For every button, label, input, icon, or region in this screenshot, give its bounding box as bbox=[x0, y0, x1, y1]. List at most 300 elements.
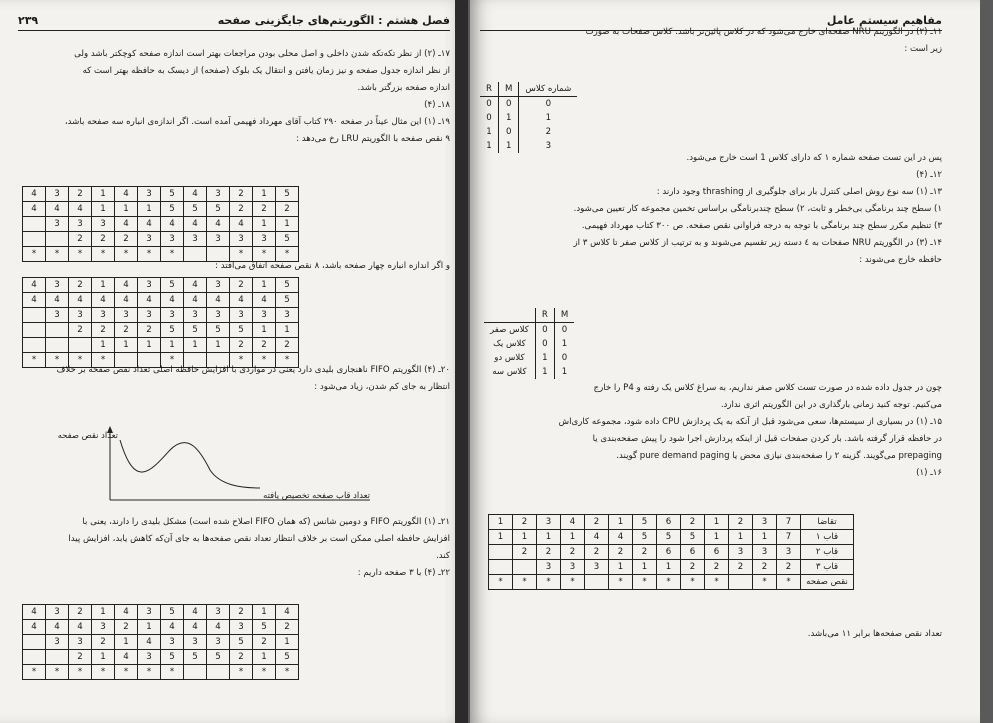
optimal-table-row bbox=[489, 560, 854, 575]
optimal-table-cell bbox=[513, 560, 537, 575]
optimal-table-cell: * bbox=[513, 575, 537, 590]
optimal-row-label: تقاضا bbox=[801, 515, 854, 530]
lru3-cell: 5 bbox=[161, 187, 184, 202]
lru4-row bbox=[23, 338, 299, 353]
lru3-cell: 1 bbox=[276, 217, 299, 232]
fifo3-cell: 3 bbox=[138, 650, 161, 665]
optimal-table-cell: 2 bbox=[729, 515, 753, 530]
lru4-cell: 4 bbox=[115, 278, 138, 293]
fifo3-cell bbox=[23, 650, 46, 665]
answer-13-line1: ۱۳ـ (۱) سه نوع روش اصلی کنترل بار برای جلوگیری از thrashing وجود دارند : bbox=[656, 187, 942, 197]
lru4-cell: 3 bbox=[46, 308, 69, 323]
optimal-table-cell: 1 bbox=[537, 530, 561, 545]
lru3-cell: 3 bbox=[207, 187, 230, 202]
answer-13-line2: ۱) سطح چند برنامگی بی‌خطر و ثابت، ۲) سطح چندبرنامگی براساس تخمین مجموعه کار تعیین می‌شود. bbox=[573, 204, 942, 214]
lru3-cell: 3 bbox=[161, 232, 184, 247]
fifo3-cell: 5 bbox=[161, 650, 184, 665]
lru4-cell: 2 bbox=[230, 278, 253, 293]
fifo3-cell: * bbox=[69, 665, 92, 680]
class-table-header: R bbox=[480, 82, 498, 97]
answer-11-line2: زیر است : bbox=[904, 44, 942, 54]
answer-22: ۲۲ـ (۴) با ۳ صفحه داریم : bbox=[357, 568, 450, 578]
lru3-row bbox=[23, 232, 299, 247]
optimal-table-cell: * bbox=[681, 575, 705, 590]
lru4-cell: * bbox=[276, 353, 299, 368]
fifo3-cell: 1 bbox=[253, 605, 276, 620]
lru4-cell: 4 bbox=[46, 293, 69, 308]
fifo3-cell: 3 bbox=[138, 605, 161, 620]
fifo3-cell bbox=[207, 665, 230, 680]
optimal-table-cell: 1 bbox=[657, 560, 681, 575]
nru-table-cell: 1 bbox=[535, 365, 554, 379]
nru-table-cell: کلاس سه bbox=[492, 367, 527, 377]
fifo3-cell: 2 bbox=[253, 635, 276, 650]
optimal-table-cell: 1 bbox=[513, 530, 537, 545]
right-page bbox=[470, 0, 980, 723]
nru-table-cell: 1 bbox=[554, 337, 574, 351]
optimal-table-cell: 2 bbox=[537, 545, 561, 560]
lru-table-3-frames bbox=[22, 186, 299, 262]
lru4-cell: 3 bbox=[138, 308, 161, 323]
lru4-cell: 2 bbox=[115, 323, 138, 338]
fifo3-cell: 4 bbox=[184, 620, 207, 635]
answer-19-line1: ۱۹ـ (۱) این مثال عیناً در صفحه ۲۹۰ کتاب آقای مهرداد فهیمی آمده است. اگر اندازه‌ی انباره سه صفحه باشد، bbox=[64, 117, 450, 127]
lru3-cell: 1 bbox=[138, 202, 161, 217]
answer-21-line3: کند. bbox=[436, 551, 450, 561]
answer-11-line1: ۱۱ـ (۲) در الگوریتم NRU صفحه‌ای خارج می‌شود که در کلاس پائین‌تر باشد. کلاس صفحات به صورت bbox=[585, 27, 942, 37]
answer-19-line3: و اگر اندازه انباره چهار صفحه باشد، ۸ نقص صفحه اتفاق می‌افتد : bbox=[215, 261, 450, 271]
optimal-table-cell bbox=[729, 575, 753, 590]
lru3-cell: 4 bbox=[138, 217, 161, 232]
lru4-cell: 1 bbox=[92, 338, 115, 353]
optimal-row-label: نقص صفحه bbox=[801, 575, 854, 590]
class-table-cell: 3 bbox=[519, 139, 577, 153]
lru4-cell: 5 bbox=[161, 278, 184, 293]
lru4-cell: * bbox=[230, 353, 253, 368]
class-table-cell: 1 bbox=[486, 127, 492, 137]
lru3-cell bbox=[23, 232, 46, 247]
lru4-cell: * bbox=[161, 353, 184, 368]
optimal-table-cell: 2 bbox=[729, 560, 753, 575]
fifo3-cell: 4 bbox=[115, 605, 138, 620]
optimal-table-cell: * bbox=[561, 575, 585, 590]
optimal-table-cell: 3 bbox=[777, 545, 801, 560]
optimal-table-cell: 1 bbox=[609, 560, 633, 575]
lru4-cell: 2 bbox=[230, 338, 253, 353]
lru3-cell: 2 bbox=[69, 232, 92, 247]
lru3-cell: * bbox=[115, 247, 138, 262]
answer-13-line3: ۳) تنظیم مکرر سطح چند برنامگی با توجه به درجه فراوانی نقص صفحه. ص ۳۰۰ کتاب مهرداد فهیمی. bbox=[581, 221, 942, 231]
lru3-cell: 5 bbox=[184, 202, 207, 217]
lru4-cell: * bbox=[46, 353, 69, 368]
optimal-table-cell: 2 bbox=[753, 560, 777, 575]
class-table-cell: 0 bbox=[498, 97, 518, 112]
lru3-row bbox=[23, 187, 299, 202]
lru4-cell: 3 bbox=[46, 278, 69, 293]
lru4-cell: * bbox=[23, 353, 46, 368]
answer-14-15 bbox=[472, 380, 942, 482]
fifo3-cell: 5 bbox=[253, 620, 276, 635]
optimal-table-cell: * bbox=[537, 575, 561, 590]
lru4-cell bbox=[23, 323, 46, 338]
fifo3-cell: 3 bbox=[230, 620, 253, 635]
fifo-table-3-frames bbox=[22, 604, 299, 680]
optimal-table-cell: 1 bbox=[609, 515, 633, 530]
lru4-cell: 3 bbox=[207, 308, 230, 323]
graph-y-label: تعداد نقص صفحه bbox=[57, 430, 118, 440]
fifo3-cell: * bbox=[46, 665, 69, 680]
fifo3-cell: 3 bbox=[207, 605, 230, 620]
class-table-cell: 0 bbox=[498, 125, 518, 139]
lru4-cell: 1 bbox=[184, 338, 207, 353]
fifo3-cell: * bbox=[23, 665, 46, 680]
fifo3-cell: * bbox=[276, 665, 299, 680]
fifo3-cell bbox=[184, 665, 207, 680]
lru3-cell: 1 bbox=[92, 187, 115, 202]
lru3-cell: 4 bbox=[161, 217, 184, 232]
optimal-table-cell: 2 bbox=[681, 560, 705, 575]
lru3-cell: 2 bbox=[115, 232, 138, 247]
lru3-cell: * bbox=[276, 247, 299, 262]
nru-class-table bbox=[480, 82, 577, 153]
optimal-table-cell: 1 bbox=[489, 515, 513, 530]
nru-table-cell: کلاس صفر bbox=[490, 325, 529, 335]
lru4-cell: 3 bbox=[253, 308, 276, 323]
lru4-cell: 3 bbox=[184, 308, 207, 323]
left-header bbox=[18, 14, 450, 31]
optimal-table-cell: 2 bbox=[705, 560, 729, 575]
optimal-table-cell: 3 bbox=[753, 545, 777, 560]
nru-table-cell: 0 bbox=[535, 337, 554, 351]
optimal-table-cell: * bbox=[777, 575, 801, 590]
lru4-cell: 4 bbox=[184, 278, 207, 293]
lru4-cell: 5 bbox=[207, 323, 230, 338]
nru-table-header: R bbox=[535, 308, 554, 323]
nru-table-cell: 0 bbox=[554, 351, 574, 365]
answer-20 bbox=[18, 362, 450, 396]
answer-11-12-13 bbox=[472, 150, 942, 269]
fifo3-cell: * bbox=[92, 665, 115, 680]
lru4-cell: 2 bbox=[69, 278, 92, 293]
answer-21-line2: افزایش حافظه اصلی ممکن است بر خلاف انتظار تعداد نقص صفحه‌ها به جای آن‌که کاهش یابد، افزایش پیدا bbox=[68, 534, 450, 544]
lru3-cell: 5 bbox=[276, 187, 299, 202]
lru3-cell: 4 bbox=[69, 202, 92, 217]
lru4-cell: 4 bbox=[230, 293, 253, 308]
lru3-cell: 2 bbox=[230, 187, 253, 202]
answer-17-line2: از نظر اندازه جدول صفحه و نیز زمان یافتن و انتقال یک بلوک (صفحه) از دیسک به حافظه بهتر است که bbox=[82, 66, 450, 76]
fifo3-cell: 4 bbox=[23, 605, 46, 620]
optimal-table-cell: 2 bbox=[681, 515, 705, 530]
optimal-table-cell: 6 bbox=[705, 545, 729, 560]
lru3-cell: 5 bbox=[207, 202, 230, 217]
lru3-cell: 1 bbox=[253, 217, 276, 232]
lru4-row bbox=[23, 278, 299, 293]
answer-12: ۱۲ـ (۴) bbox=[916, 170, 942, 180]
lru4-cell: 1 bbox=[115, 338, 138, 353]
lru4-cell bbox=[69, 338, 92, 353]
answer-21 bbox=[18, 514, 450, 582]
graph-x-label: تعداد قاب صفحه تخصیص یافته bbox=[263, 490, 370, 500]
lru4-cell: 2 bbox=[138, 323, 161, 338]
optimal-table-cell: 2 bbox=[777, 560, 801, 575]
nru-table-header: M bbox=[554, 308, 574, 323]
fifo3-cell: 3 bbox=[46, 605, 69, 620]
lru4-cell: 4 bbox=[253, 293, 276, 308]
optimal-table-cell: 5 bbox=[633, 530, 657, 545]
optimal-table-cell: 1 bbox=[633, 560, 657, 575]
optimal-table-cell: 5 bbox=[657, 530, 681, 545]
optimal-table-cell: 2 bbox=[585, 545, 609, 560]
lru-table-4-frames bbox=[22, 277, 299, 368]
lru3-cell: 3 bbox=[92, 217, 115, 232]
lru3-cell: 3 bbox=[253, 232, 276, 247]
lru3-cell bbox=[46, 232, 69, 247]
optimal-table-cell bbox=[585, 575, 609, 590]
answer-14-line1: ۱۴ـ (۳) در الگوریتم NRU صفحات به ٤ دسته زیر تقسیم می‌شوند و به ترتیب از کلاس صفر تا کلاس ۳ از bbox=[573, 238, 942, 248]
lru4-cell: 1 bbox=[276, 323, 299, 338]
fifo3-cell: 3 bbox=[46, 635, 69, 650]
chapter-title: فصل هشتم : الگوریتم‌های جایگزینی صفحه bbox=[217, 14, 450, 27]
answer-16: ۱۶ـ (۱) bbox=[916, 468, 942, 478]
answer-17-line3: اندازه صفحه بزرگتر باشد. bbox=[357, 83, 450, 93]
nru-table-cell: 1 bbox=[554, 365, 574, 379]
lru4-cell: 4 bbox=[23, 293, 46, 308]
answer-20-line2: انتظار به جای کم شدن، زیاد می‌شود : bbox=[314, 382, 450, 392]
answer-21-line1: ۲۱ـ (۱) الگوریتم FIFO و دومین شانس (که همان FIFO اصلاح شده است) مشکل بلیدی را دارند، یعنی با bbox=[82, 517, 450, 527]
answer-15-line2: در حافظه قرار گرفته باشد. بار کردن صفحات قبل از اینکه پردازش اجرا شود را پیش صفحه‌بندی یا bbox=[592, 434, 942, 444]
fifo3-cell: 4 bbox=[23, 620, 46, 635]
lru4-cell bbox=[46, 323, 69, 338]
optimal-table-cell: 1 bbox=[729, 530, 753, 545]
optimal-table-cell: 7 bbox=[777, 530, 801, 545]
optimal-table-cell: * bbox=[705, 575, 729, 590]
page-gutter bbox=[455, 0, 468, 723]
answer-14-line4: می‌کنیم. توجه کنید زمانی بارگذاری در این الگوریتم اثری ندارد. bbox=[720, 400, 942, 410]
optimal-table-row bbox=[489, 515, 854, 530]
optimal-table-row bbox=[489, 530, 854, 545]
lru3-cell: * bbox=[46, 247, 69, 262]
lru3-cell: 4 bbox=[207, 217, 230, 232]
optimal-table-cell: 3 bbox=[753, 515, 777, 530]
lru4-cell: 1 bbox=[207, 338, 230, 353]
fifo3-cell: 2 bbox=[230, 605, 253, 620]
lru4-cell: 4 bbox=[92, 293, 115, 308]
fifo3-cell: 4 bbox=[276, 605, 299, 620]
answer-17 bbox=[18, 46, 450, 148]
optimal-table-cell: 1 bbox=[561, 530, 585, 545]
lru4-cell: 2 bbox=[276, 338, 299, 353]
optimal-table-cell: 6 bbox=[657, 545, 681, 560]
fifo3-cell: 4 bbox=[46, 620, 69, 635]
fifo3-cell: 5 bbox=[161, 605, 184, 620]
lru4-cell: 4 bbox=[207, 293, 230, 308]
lru4-cell: 5 bbox=[276, 278, 299, 293]
lru4-cell: 5 bbox=[161, 323, 184, 338]
optimal-table-cell: 2 bbox=[513, 515, 537, 530]
lru3-cell: 4 bbox=[230, 217, 253, 232]
optimal-table-cell: 3 bbox=[585, 560, 609, 575]
lru4-cell: 4 bbox=[138, 293, 161, 308]
lru3-cell: * bbox=[69, 247, 92, 262]
lru4-cell: 3 bbox=[207, 278, 230, 293]
lru4-cell: 4 bbox=[161, 293, 184, 308]
class-table-cell: 0 bbox=[486, 113, 492, 123]
lru4-cell: 3 bbox=[92, 308, 115, 323]
lru3-cell: 2 bbox=[92, 232, 115, 247]
fifo3-cell: 5 bbox=[230, 635, 253, 650]
lru3-cell: 3 bbox=[69, 217, 92, 232]
fifo3-cell: 5 bbox=[184, 650, 207, 665]
lru3-cell: 2 bbox=[253, 202, 276, 217]
lru4-cell: 3 bbox=[138, 278, 161, 293]
lru3-cell: 1 bbox=[92, 202, 115, 217]
lru3-cell: 5 bbox=[276, 232, 299, 247]
lru4-cell: 1 bbox=[253, 323, 276, 338]
lru4-cell: 2 bbox=[253, 338, 276, 353]
lru4-cell: 1 bbox=[138, 338, 161, 353]
optimal-row-label: قاب ۳ bbox=[801, 560, 854, 575]
lru3-cell: * bbox=[92, 247, 115, 262]
answer-11 bbox=[472, 24, 942, 58]
lru4-cell: 3 bbox=[115, 308, 138, 323]
optimal-table-cell: 2 bbox=[585, 515, 609, 530]
fifo3-cell bbox=[23, 635, 46, 650]
fifo3-row bbox=[23, 665, 299, 680]
fifo3-cell: 1 bbox=[138, 620, 161, 635]
lru4-cell: 3 bbox=[276, 308, 299, 323]
lru3-cell: 5 bbox=[161, 202, 184, 217]
lru4-cell: 2 bbox=[69, 323, 92, 338]
optimal-table bbox=[488, 514, 854, 590]
lru3-cell: 1 bbox=[115, 202, 138, 217]
optimal-table-cell bbox=[489, 545, 513, 560]
lru4-cell: 3 bbox=[161, 308, 184, 323]
lru4-cell: 1 bbox=[161, 338, 184, 353]
answer-17-line1: ۱۷ـ (۲) از نظر تکه‌تکه شدن داخلی و اصل محلی بودن مراجعات بهتر است اندازه صفحه کوچکتر باشد ولی bbox=[74, 49, 450, 59]
lru4-cell: * bbox=[69, 353, 92, 368]
fifo3-cell: 4 bbox=[138, 635, 161, 650]
lru3-cell: 4 bbox=[115, 187, 138, 202]
lru3-cell bbox=[23, 217, 46, 232]
fifo3-cell: 4 bbox=[115, 650, 138, 665]
answer-11-line3: پس در این تست صفحه شماره ۱ که دارای کلاس 1 است خارج می‌شود. bbox=[686, 153, 942, 163]
fifo3-cell: 3 bbox=[184, 635, 207, 650]
lru4-cell: 1 bbox=[92, 278, 115, 293]
nru-table-cell: کلاس یک bbox=[493, 339, 526, 349]
lru4-row bbox=[23, 323, 299, 338]
lru3-cell: * bbox=[138, 247, 161, 262]
class-table-header: M bbox=[498, 82, 518, 97]
optimal-table-cell: * bbox=[633, 575, 657, 590]
fifo3-cell: 5 bbox=[276, 650, 299, 665]
answer-15-line1: ۱۵ـ (۱) در بسیاری از سیستم‌ها، سعی می‌شود قبل از آنکه به یک پردازش CPU داده شود، مجموعه کاری‌اش bbox=[558, 417, 942, 427]
fifo3-cell: 3 bbox=[161, 635, 184, 650]
optimal-table-cell: 3 bbox=[537, 560, 561, 575]
nru-group-table bbox=[484, 308, 574, 379]
fifo3-cell: 4 bbox=[184, 605, 207, 620]
fifo3-cell: 4 bbox=[69, 620, 92, 635]
optimal-table-cell: 1 bbox=[705, 515, 729, 530]
class-table-cell: 0 bbox=[486, 99, 492, 109]
lru3-cell: 3 bbox=[138, 232, 161, 247]
optimal-table-cell: 6 bbox=[657, 515, 681, 530]
lru4-cell: 5 bbox=[184, 323, 207, 338]
class-table-cell: 1 bbox=[498, 111, 518, 125]
optimal-table-cell: 2 bbox=[513, 545, 537, 560]
lru3-row bbox=[23, 202, 299, 217]
fifo3-cell: 2 bbox=[230, 650, 253, 665]
optimal-table-cell: 3 bbox=[729, 545, 753, 560]
optimal-table-cell: * bbox=[489, 575, 513, 590]
optimal-table-cell: 4 bbox=[609, 530, 633, 545]
nru-table-cell: 0 bbox=[535, 323, 554, 338]
lru3-cell: * bbox=[230, 247, 253, 262]
lru3-cell: 3 bbox=[46, 187, 69, 202]
optimal-table-cell: * bbox=[753, 575, 777, 590]
optimal-table-cell: 5 bbox=[681, 530, 705, 545]
fifo3-cell: 2 bbox=[92, 635, 115, 650]
optimal-table-cell: 6 bbox=[681, 545, 705, 560]
optimal-table-row bbox=[489, 575, 854, 590]
fifo3-cell: * bbox=[161, 665, 184, 680]
lru4-cell bbox=[23, 338, 46, 353]
answer-16-result: تعداد نقص صفحه‌ها برابر ۱۱ می‌باشد. bbox=[807, 629, 942, 639]
lru3-cell: 3 bbox=[207, 232, 230, 247]
lru4-cell bbox=[23, 308, 46, 323]
optimal-table-cell: * bbox=[609, 575, 633, 590]
lru3-row bbox=[23, 217, 299, 232]
answer-15-line3: prepaging می‌گویند. گزینه ۲ را صفحه‌بندی نیازی محض یا pure demand paging گویند. bbox=[616, 451, 942, 461]
fifo3-cell: * bbox=[253, 665, 276, 680]
lru3-cell: 3 bbox=[230, 232, 253, 247]
class-table-cell: 1 bbox=[498, 139, 518, 153]
fifo3-row bbox=[23, 650, 299, 665]
lru3-cell: 2 bbox=[69, 187, 92, 202]
optimal-table-cell: 2 bbox=[561, 545, 585, 560]
optimal-table-cell: * bbox=[657, 575, 681, 590]
lru3-cell: * bbox=[161, 247, 184, 262]
class-table-cell: 0 bbox=[519, 97, 577, 112]
optimal-row-label: قاب ۱ bbox=[801, 530, 854, 545]
optimal-table-row bbox=[489, 545, 854, 560]
answer-19-line2: ۹ نقص صفحه با الگوریتم LRU رخ می‌دهد : bbox=[296, 134, 450, 144]
optimal-table-cell: 4 bbox=[561, 515, 585, 530]
lru4-row bbox=[23, 308, 299, 323]
fifo3-cell: 4 bbox=[161, 620, 184, 635]
lru3-cell: 3 bbox=[184, 232, 207, 247]
lru4-cell: * bbox=[253, 353, 276, 368]
optimal-table-cell bbox=[489, 560, 513, 575]
fifo3-cell: * bbox=[115, 665, 138, 680]
optimal-table-cell: 7 bbox=[777, 515, 801, 530]
graph-curve bbox=[120, 440, 260, 488]
fifo3-cell: 2 bbox=[69, 650, 92, 665]
optimal-row-label: قاب ۲ bbox=[801, 545, 854, 560]
nru-table-cell: 1 bbox=[535, 351, 554, 365]
fifo3-row bbox=[23, 620, 299, 635]
lru3-cell: 2 bbox=[276, 202, 299, 217]
fifo3-cell bbox=[46, 650, 69, 665]
book-title: مفاهیم سیستم عامل bbox=[826, 14, 942, 27]
fifo3-row bbox=[23, 605, 299, 620]
lru4-cell: 4 bbox=[23, 278, 46, 293]
lru4-cell: * bbox=[92, 353, 115, 368]
optimal-table-cell: 3 bbox=[537, 515, 561, 530]
fifo3-cell: 3 bbox=[92, 620, 115, 635]
optimal-table-cell: 4 bbox=[585, 530, 609, 545]
lru4-cell: 4 bbox=[115, 293, 138, 308]
lru4-cell: 2 bbox=[92, 323, 115, 338]
